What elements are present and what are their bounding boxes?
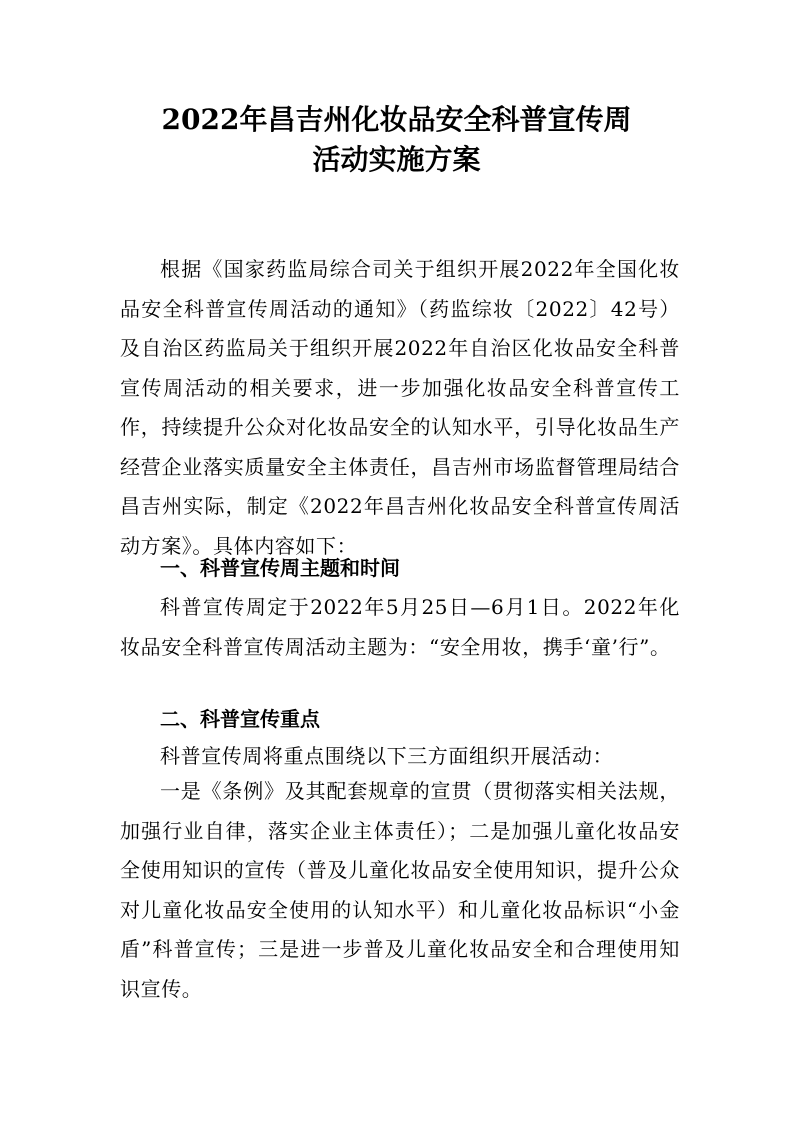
intro-paragraph: 根据《国家药监局综合司关于组织开展2022年全国化妆品安全科普宣传周活动的通知》（药监综妆〔2022〕42号）及自治区药监局关于组织开展2022年自治区化妆品安全科普宣传周活动的相关要求，进一步加强化妆品安全科普宣传工作，持续提升公众对化妆品安全的认知水平，引导化妆品生产经营企业落实质量安全主体责任，昌吉州市场监督管理局结合昌吉州实际，制定《2022年昌吉州化妆品安全科普宣传周活动方案》。具体内容如下： [120, 257, 680, 558]
section-heading-key-points: 二、科普宣传重点 [160, 707, 320, 731]
key-points-intro-paragraph: 科普宣传周将重点围绕以下三方面组织开展活动： [160, 744, 614, 768]
theme-and-time-paragraph: 科普宣传周定于2022年5月25日—6月1日。2022年化妆品安全科普宣传周活动主题为：“安全用妆，携手‘童’行”。 [120, 595, 680, 659]
document-title-line-1: 2022年昌吉州化妆品安全科普宣传周 [161, 103, 632, 136]
key-points-detail-paragraph: 一是《条例》及其配套规章的宣贯（贯彻落实相关法规，加强行业自律，落实企业主体责任）；二是加强儿童化妆品安全使用知识的宣传（普及儿童化妆品安全使用知识，提升公众对儿童化妆品安全使用的认知水平）和儿童化妆品标识“小金盾”科普宣传；三是进一步普及儿童化妆品安全和合理使用知识宣传。 [120, 779, 680, 1001]
section-heading-theme-and-time: 一、科普宣传周主题和时间 [160, 556, 400, 580]
document-title-line-2: 活动实施方案 [312, 143, 481, 176]
